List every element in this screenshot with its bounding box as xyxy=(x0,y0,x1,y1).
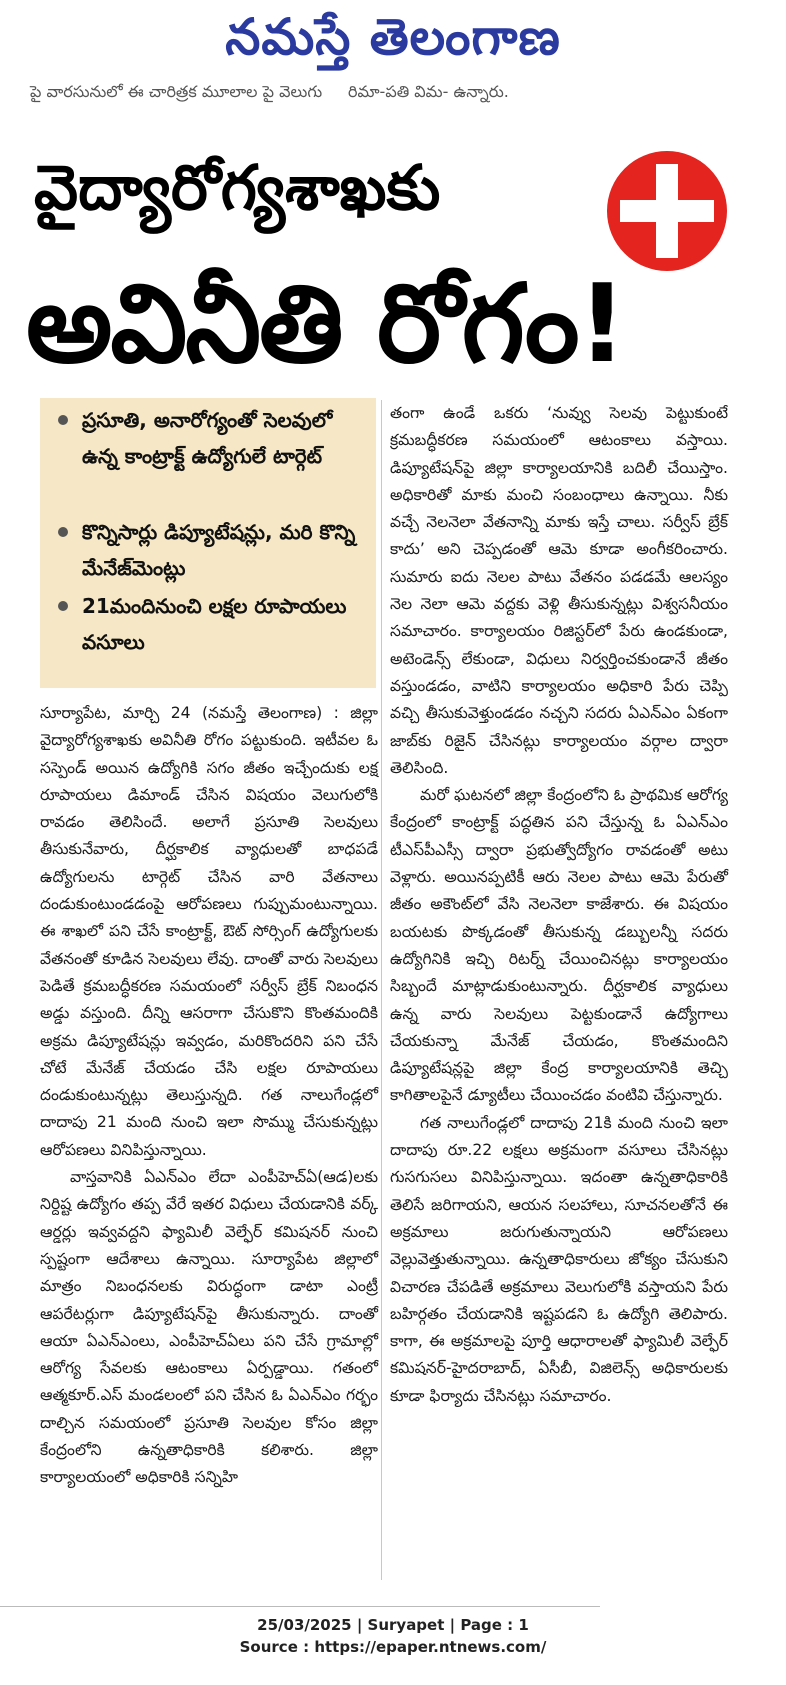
masthead-title: నమస్తే తెలంగాణ xyxy=(225,7,561,66)
bullet-icon xyxy=(58,527,68,537)
source-link[interactable]: Source : https://epaper.ntnews.com/ xyxy=(239,1638,547,1656)
article-column-1 xyxy=(40,700,378,1490)
article-paragraph: గత నాలుగేండ్లలో దాదాపు 21కి మంది నుంచి ఇలా దాదాపు రూ.22 లక్షలు అక్రమంగా వసూలు చేసినట్లు గుసగుసలు వినిపిస్తున్నాయి. ఇదంతా ఉన్నతాధికారికి తెలిసే జరిగాయని, ఆయన సలహాలు, సూచనలతోనే ఈ అక్రమాలు జరుగుతున్నాయని ఆరోపణలు వెల్లువెత్తుతున్నాయి. ఉన్నతాధికారులు జోక్యం చేసుకుని విచారణ చేపడితే అక్రమాలు వెలుగులోకి వస్తాయని పేరు బహిర్గతం చేయడానికి ఇష్టపడని ఓ ఉద్యోగి తెలిపారు. కాగా, ఈ అక్రమాలపై పూర్తి ఆధారాలతో ఫ్యామిలీ వెల్ఫేర్ కమిషనర్-హైదరాబాద్, ఏసీబీ, విజిలెన్స్ అధికారులకు కూడా ఫిర్యాదు చేసినట్లు సమాచారం. xyxy=(390,1113,728,1405)
highlight-item: ప్రసూతి, అనారోగ్యంతో సెలవులో ఉన్న కాంట్రాక్ట్ ఉద్యోగులే టార్గెట్ xyxy=(60,402,368,474)
article-paragraph: వాస్తవానికి ఏఎన్ఎం లేదా ఎంపీహెచ్ఏ(ఆడ)లకు నిర్దిష్ట ఉద్యోగం తప్ప వేరే ఇతర విధులు చేయడానికి వర్క్ ఆర్డర్లు ఇవ్వవద్దని ఫ్యామిలీ వెల్ఫేర్ కమిషనర్ నుంచి స్పష్టంగా ఆదేశాలు ఉన్నాయి. సూర్యాపేట జిల్లాలో మాత్రం నిబంధనలకు విరుద్ధంగా డాటా ఎంట్రీ ఆపరేటర్లుగా డిప్యూటేషన్‌పై తీసుకున్నారు. దాంతో ఆయా ఏఎన్ఎంలు, ఎంపీహెచ్ఏలు పని చేసే గ్రామాల్లో ఆరోగ్య సేవలకు ఆటంకాలు ఏర్పడ్డాయి. గతంలో ఆత్మకూర్.ఎస్ మండలంలో పని చేసిన ఓ ఏఎన్ఎం గర్భం దాల్చిన సమయంలో ప్రసూతి సెలవుల కోసం జిల్లా కేంద్రంలోని ఉన్నతాధికారికి కలిశారు. జిల్లా కార్యాలయంలో అధికారికి సన్నిహి xyxy=(40,1168,378,1487)
red-cross-icon xyxy=(602,146,732,276)
cutline-right-text: రిమా-పతి విమ- ఉన్నారు. xyxy=(348,82,509,101)
highlights-box xyxy=(40,398,376,688)
masthead xyxy=(0,0,786,72)
article-column-2 xyxy=(390,400,728,1592)
article-paragraph: తంగా ఉండే ఒకరు ‘నువ్వు సెలవు పెట్టుకుంటే క్రమబద్ధీకరణ సమయంలో ఆటంకాలు వస్తాయి. డిప్యూటేషన్‌పై జిల్లా కార్యాలయానికి బదిలీ చేయిస్తాం. అధికారితో మాకు మంచి సంబంధాలు ఉన్నాయి. నీకు వచ్చే నెలనెలా వేతనాన్ని మాకు ఇస్తే చాలు. సర్వీస్ బ్రేక్ కాదు’ అని చెప్పడంతో ఆమె కూడా అంగీకరించారు. సుమారు ఐదు నెలల పాటు వేతనం పడడమే ఆలస్యం నెల నెలా ఆమె వద్దకు వెళ్లి తీసుకున్నట్లు విశ్వసనీయం సమాచారం. కార్యాలయం రిజిస్టర్‌లో పేరు ఉండకుండా, అటెండెన్స్ లేకుండా, విధులు నిర్వర్తించకుండానే జీతం వస్తుండడం, వాటిని కార్యాలయం అధికారి పేరు చెప్పి వచ్చి తీసుకువెళ్తుండడం నచ్చని సదరు ఏఎన్ఎం ఏకంగా జాబ్‌కు రిజైన్ చేసినట్లు కార్యాలయం వర్గాల ద్వారా తెలిసింది. xyxy=(390,404,728,777)
highlight-item: కొన్నిసార్లు డిప్యూటేషన్లు, మరి కొన్ని మేనేజ్‌మెంట్లు xyxy=(60,514,368,586)
bottom-divider xyxy=(0,1606,600,1607)
previous-article-cutline xyxy=(0,82,610,102)
article-paragraph: మరో ఘటనలో జిల్లా కేంద్రంలోని ఓ ప్రాథమిక ఆరోగ్య కేంద్రంలో కాంట్రాక్ట్ పద్ధతిన పని చేస్తున్న ఓ ఏఎన్ఎం టీఎస్‌పీఎస్సీ ద్వారా ప్రభుత్వోద్యోగం రావడంతో అటు వెళ్లారు. అయినప్పటికీ ఆరు నెలల పాటు ఆమె పేరుతో జీతం అకౌంట్‌లో వేసి నెలనెలా కాజేశారు. ఈ విషయం బయటకు పొక్కడంతో తీసుకున్న డబ్బులన్నీ సదరు ఉద్యోగినికి ఇచ్చి రిటర్న్ చేయించినట్లు కార్యాలయం సిబ్బందే మాట్లాడుకుంటున్నారు. దీర్ఘకాలిక వ్యాధులు ఉన్న వారు సెలవులు పెట్టకుండానే ఉద్యోగాలు చేయకున్నా మేనేజ్ చేయడం, కొంతమందిని డిప్యూటేషన్లపై జిల్లా కేంద్ర కార్యాలయానికి తెచ్చి కాగితాలపైనే డ్యూటీలు చేయించడం వంటివి చేస్తున్నారు. xyxy=(390,786,728,1105)
article-paragraph: సూర్యాపేట, మార్చి 24 (నమస్తే తెలంగాణ) : జిల్లా వైద్యారోగ్యశాఖకు అవినీతి రోగం పట్టుకుంది. ఇటీవల ఓ సస్పెండ్ అయిన ఉద్యోగికి సగం జీతం ఇచ్చేందుకు లక్ష రూపాయలు డిమాండ్ చేసిన విషయం వెలుగులోకి రావడం తెలిసిందే. అలాగే ప్రసూతి సెలవులు తీసుకునేవారు, దీర్ఘకాలిక వ్యాధులతో బాధపడే ఉద్యోగులను టార్గెట్ చేసిన వారి వేతనాలు దండుకుంటుండడంపై ఆరోపణలు గుప్పుమంటున్నాయి. ఈ శాఖలో పని చేసే కాంట్రాక్ట్, ఔట్ సోర్సింగ్ ఉద్యోగులకు వేతనంతో కూడిన సెలవులు లేవు. దాంతో వారు సెలవులు పెడితే క్రమబద్ధీకరణ సమయంలో సర్వీస్ బ్రేక్ నిబంధన అడ్డు వస్తుంది. దీన్ని ఆసరాగా చేసుకొని కొంతమందికి అక్రమ డిప్యూటేషన్లు ఇవ్వడం, మరికొందరిని పని చేసే చోటే మేనేజ్ చేయడం చేసి లక్షల రూపాయలు దండుకుంటున్నట్లు తెలుస్తున్నది. గత నాలుగేండ్లలో దాదాపు 21 మంది నుంచి ఇలా సొమ్ము చేసుకున్నట్లు ఆరోపణలు వినిపిస్తున్నాయి. xyxy=(40,704,378,1159)
page-footer xyxy=(0,1614,786,1658)
cutline-left-text: పై వారసునులో ఈ చారిత్రక మూలాల పై వెలుగు xyxy=(30,82,323,101)
bullet-icon xyxy=(58,415,68,425)
column-divider xyxy=(381,400,382,1580)
highlight-item: 21మందినుంచి లక్షల రూపాయలు వసూలు xyxy=(60,588,368,660)
bullet-icon xyxy=(58,601,68,611)
edition-info: 25/03/2025 | Suryapet | Page : 1 xyxy=(257,1616,529,1634)
headline-line-1: వైద్యారోగ్యశాఖకు xyxy=(34,151,441,224)
headline-line-2: అవినీతి రోగం! xyxy=(26,262,625,387)
